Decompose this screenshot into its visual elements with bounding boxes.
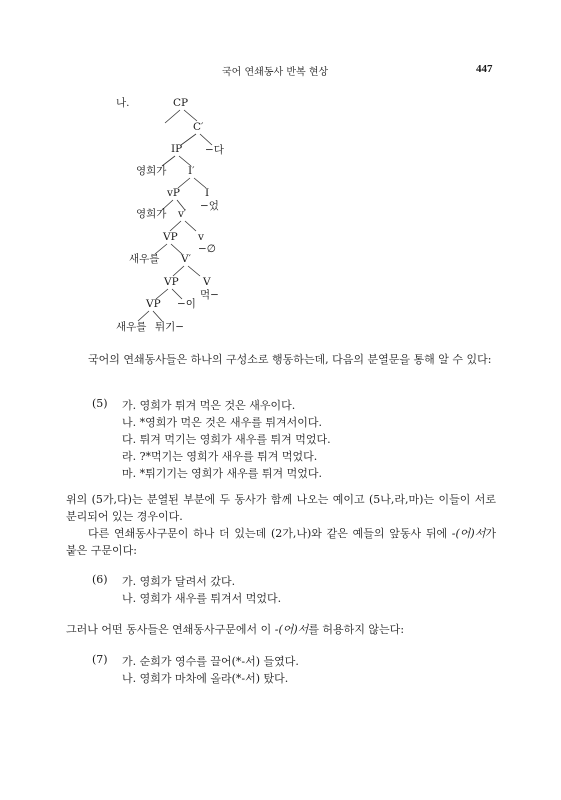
node-vp4: VP xyxy=(146,298,161,310)
node-ip: IP xyxy=(171,143,183,155)
branch xyxy=(184,110,197,121)
branch xyxy=(138,311,149,321)
branch xyxy=(153,311,162,321)
example-5-item-na: 나. *영희가 먹은 것은 새우를 튀겨서이다. xyxy=(122,416,322,429)
example-7-number: (7) xyxy=(92,653,108,666)
node-null: −∅ xyxy=(198,243,216,255)
example-6-item-ga: 가. 영희가 달려서 갔다. xyxy=(122,575,236,588)
node-v-small: v xyxy=(198,231,204,243)
node-meok: 먹− xyxy=(200,289,219,301)
example-5-item-ra: 라. ?*먹기는 영희가 새우를 튀겨 먹었다. xyxy=(122,450,318,463)
running-header-title: 국어 연쇄동사 반복 현상 xyxy=(222,67,329,78)
example-5-item-ma: 마. *튀기기는 영희가 새우를 튀겨 먹었다. xyxy=(122,467,322,480)
example-7-item-na: 나. 영희가 마차에 올라(*-서) 탔다. xyxy=(122,672,289,685)
paragraph-2b-text-end: 가 붙은 구문이다: xyxy=(66,527,496,557)
paragraph-3-text-end: 를 허용하지 않는다: xyxy=(308,623,405,636)
example-5-item-da: 다. 튀겨 먹기는 영희가 새우를 튀겨 먹었다. xyxy=(122,433,331,446)
node-v-head: V xyxy=(203,276,211,288)
branch xyxy=(165,110,180,123)
node-cp: CP xyxy=(173,97,189,109)
node-vp3: VP xyxy=(164,276,179,288)
node-i-head: I xyxy=(205,187,210,199)
node-i-bar: I′ xyxy=(188,165,195,177)
node-v-bar: v′ xyxy=(178,208,187,220)
node-ip-spec: 영희가 xyxy=(136,165,167,177)
syntax-tree xyxy=(0,0,561,340)
page-number: 447 xyxy=(476,63,493,75)
node-i-suf: −이 xyxy=(177,298,196,310)
branch xyxy=(181,134,196,145)
paragraph-2a: 위의 (5가,다)는 분열된 부분에 두 동사가 함께 나오는 예이고 (5나,라,마)는 이들이 서로 분리되어 있는 경우이다. xyxy=(66,493,496,523)
node-vp-top: vP xyxy=(167,187,180,199)
node-vp2-spec: 새우를 xyxy=(129,253,160,265)
branch xyxy=(173,266,184,276)
paragraph-3-text: 그러나 어떤 동사들은 연쇄동사구문에서 이 xyxy=(66,623,275,636)
example-7-item-ga: 가. 순희가 영수를 끌어(*-서) 들였다. xyxy=(122,655,299,668)
node-twigi: 튀기− xyxy=(155,321,185,333)
paragraph-2b-text: 다른 연쇄동사구문이 하나 더 있는데 (2가,나)와 같은 예들의 앞동사 뒤에 xyxy=(88,527,452,540)
example-5-item-ga: 가. 영희가 튀겨 먹은 것은 새우이다. xyxy=(122,399,296,412)
suffix-eoseo: -(어)서 xyxy=(451,527,486,540)
paragraph-3 xyxy=(66,621,496,638)
branch xyxy=(188,266,200,276)
example-6-number: (6) xyxy=(92,573,108,586)
example-5-number: (5) xyxy=(92,397,108,410)
node-c-bar: C′ xyxy=(193,121,204,133)
example-6-item-na: 나. 영희가 새우를 튀겨서 먹었다. xyxy=(122,592,282,605)
node-vp-spec: 영희가 xyxy=(136,208,167,220)
node-eot: −었 xyxy=(200,200,219,212)
branch xyxy=(185,221,196,231)
paragraph-2b xyxy=(66,525,496,559)
node-da: −다 xyxy=(205,144,224,156)
paragraph-1: 국어의 연쇄동사들은 하나의 구성소로 행동하는데, 다음의 분열문을 통해 알 수 있다: xyxy=(88,353,492,366)
node-vp2: VP xyxy=(163,231,178,243)
branch xyxy=(170,221,181,231)
node-v-bar2: V′ xyxy=(181,253,191,265)
tree-label: 나. xyxy=(116,97,130,109)
suffix-eoseo-2: -(어)서 xyxy=(274,623,309,636)
node-obj: 새우를 xyxy=(116,321,147,333)
